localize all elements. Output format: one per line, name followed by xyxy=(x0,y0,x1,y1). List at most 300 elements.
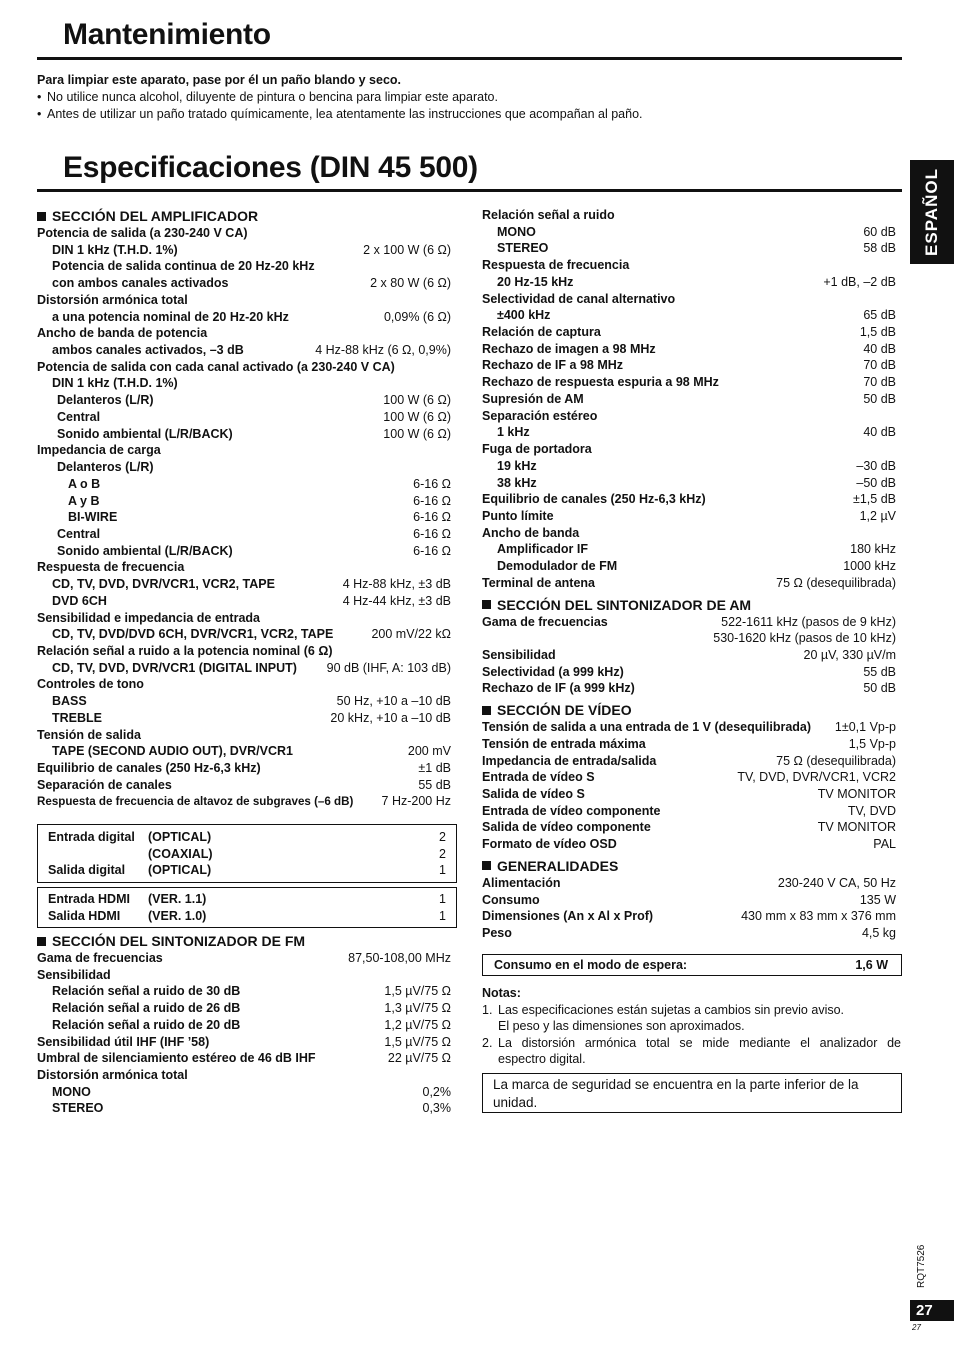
standby-value: 1,6 W xyxy=(855,958,888,972)
language-tab xyxy=(910,160,954,264)
notes-title: Notas: xyxy=(482,986,521,1000)
spec-value: 6-16 Ω xyxy=(413,526,451,541)
spec-row xyxy=(482,558,896,575)
section-title: SECCIÓN DEL SINTONIZADOR DE AM xyxy=(497,596,752,613)
spec-row xyxy=(37,950,451,967)
spec-label: Separación de canales xyxy=(37,777,172,792)
spec-label: Distorsión armónica total xyxy=(37,292,188,307)
standby-box xyxy=(482,954,902,976)
spec-label: Gama de frecuencias xyxy=(482,614,608,629)
spec-value: 100 W (6 Ω) xyxy=(383,393,451,408)
spec-row xyxy=(37,676,451,693)
spec-label: TREBLE xyxy=(52,710,102,725)
spec-label: con ambos canales activados xyxy=(52,276,229,291)
spec-value: 75 Ω (desequilibrada) xyxy=(776,753,896,768)
io-type: (OPTICAL) xyxy=(148,863,212,877)
spec-label: Terminal de antena xyxy=(482,575,595,590)
spec-value: 1,3 µV/75 Ω xyxy=(384,1001,451,1016)
spec-label: Sonido ambiental (L/R/BACK) xyxy=(57,426,233,441)
spec-label: Respuesta de frecuencia de altavoz de subgraves (–6 dB) xyxy=(37,795,354,809)
note-line: La distorsión armónica total se mide mediante el analizador de xyxy=(498,1035,901,1050)
spec-value: +1 dB, –2 dB xyxy=(823,274,896,289)
spec-value: TV MONITOR xyxy=(817,787,896,801)
spec-label: Rechazo de IF (a 999 kHz) xyxy=(482,681,635,696)
maintenance-section xyxy=(37,72,902,122)
spec-row xyxy=(482,357,896,374)
spec-value: 6-16 Ω xyxy=(413,493,451,508)
spec-label: Formato de vídeo OSD xyxy=(482,837,617,852)
spec-row xyxy=(482,307,896,324)
spec-label: Relación señal a ruido de 20 dB xyxy=(52,1017,241,1032)
spec-value: 1,5 dB xyxy=(859,325,896,340)
spec-value: 7 Hz-200 Hz xyxy=(381,794,451,809)
digital-io-box xyxy=(37,824,457,883)
square-bullet-icon xyxy=(482,861,491,870)
spec-label: Selectividad de canal alternativo xyxy=(482,291,676,306)
spec-label: Delanteros (L/R) xyxy=(57,393,154,408)
spec-row xyxy=(37,459,451,476)
spec-value: ±1 dB xyxy=(418,761,451,775)
spec-row xyxy=(37,593,451,610)
spec-row xyxy=(37,325,451,342)
io-type: (COAXIAL) xyxy=(148,846,213,861)
spec-row xyxy=(482,374,896,391)
spec-row xyxy=(37,258,451,275)
spec-value: 200 mV/22 kΩ xyxy=(371,627,451,642)
spec-value: TV, DVD, DVR/VCR1, VCR2 xyxy=(737,770,896,785)
spec-value: 4 Hz-44 kHz, ±3 dB xyxy=(342,593,451,608)
spec-row xyxy=(482,274,896,291)
spec-row xyxy=(482,291,896,308)
spec-row xyxy=(482,908,896,925)
spec-row xyxy=(37,610,451,627)
maintenance-title: Mantenimiento xyxy=(63,18,271,51)
spec-label: Sensibilidad e impedancia de entrada xyxy=(37,610,260,625)
spec-value: 20 kHz, +10 a –10 dB xyxy=(330,710,451,725)
spec-label: Salida de vídeo componente xyxy=(482,820,651,835)
io-count: 1 xyxy=(439,892,446,906)
square-bullet-icon xyxy=(37,212,46,221)
spec-label: Respuesta de frecuencia xyxy=(482,258,630,273)
spec-row xyxy=(482,753,896,770)
specs-title: Especificaciones (DIN 45 500) xyxy=(63,151,478,184)
spec-row xyxy=(482,324,896,341)
spec-row xyxy=(37,509,451,526)
spec-value: 135 W xyxy=(859,892,896,907)
io-type: (OPTICAL) xyxy=(148,830,212,844)
spec-label: Separación estéreo xyxy=(482,408,598,423)
spec-row xyxy=(37,342,451,359)
spec-row xyxy=(37,559,451,576)
spec-value: 70 dB xyxy=(863,358,896,373)
spec-row xyxy=(37,275,451,292)
spec-label: Relación señal a ruido de 30 dB xyxy=(52,984,241,999)
spec-row xyxy=(37,359,451,376)
io-count: 1 xyxy=(439,863,446,877)
spec-value: 0,3% xyxy=(422,1101,451,1116)
spec-label: 38 kHz xyxy=(497,475,537,490)
spec-value: TV MONITOR xyxy=(817,820,896,835)
note-item xyxy=(482,1002,901,1035)
io-label: Entrada digital xyxy=(48,830,135,844)
language-tab-label: ESPAÑOL xyxy=(922,168,941,256)
spec-label: Ancho de banda de potencia xyxy=(37,326,208,341)
spec-value: 58 dB xyxy=(863,241,896,256)
spec-value: 1±0,1 Vp-p xyxy=(834,720,896,735)
spec-label: Peso xyxy=(482,926,512,941)
spec-row xyxy=(482,925,896,942)
spec-label: Impedancia de entrada/salida xyxy=(482,753,657,768)
spec-label: Consumo xyxy=(482,892,540,907)
spec-row xyxy=(37,643,451,660)
spec-label: Distorsión armónica total xyxy=(37,1068,188,1083)
spec-label: Sensibilidad xyxy=(37,967,111,982)
square-bullet-icon xyxy=(482,600,491,609)
spec-value: 1,2 µV xyxy=(859,508,896,523)
spec-row xyxy=(37,493,451,510)
spec-row xyxy=(37,476,451,493)
io-row xyxy=(48,891,446,908)
spec-label: Dimensiones (An x Al x Prof) xyxy=(482,909,654,924)
maintenance-bullet: • Antes de utilizar un paño tratado químicamente, lea atentamente las instrucciones que acompañan al paño. xyxy=(37,106,902,123)
spec-value: 4,5 kg xyxy=(861,926,896,941)
spec-label: Entrada de vídeo S xyxy=(482,770,595,785)
spec-row xyxy=(482,719,896,736)
spec-label: Amplificador IF xyxy=(497,542,588,557)
left-spec-column xyxy=(37,207,451,810)
spec-label: Fuga de portadora xyxy=(482,442,592,457)
note-line: Las especificaciones están sujetas a cambios sin previo aviso. xyxy=(498,1002,845,1017)
spec-label: CD, TV, DVD, DVR/VCR1, VCR2, TAPE xyxy=(52,577,275,592)
note-item xyxy=(482,1035,901,1068)
io-count: 1 xyxy=(439,908,446,923)
spec-row xyxy=(482,441,896,458)
spec-label: Umbral de silenciamiento estéreo de 46 dB IHF xyxy=(37,1051,316,1066)
spec-row xyxy=(37,1050,451,1067)
spec-label: Supresión de AM xyxy=(482,391,584,406)
spec-label: Demodulador de FM xyxy=(497,559,618,574)
spec-label: Tensión de salida xyxy=(37,727,141,742)
fm-tuner-column xyxy=(37,932,451,1117)
document-code: RQT7526 xyxy=(916,1244,927,1288)
io-label: Salida digital xyxy=(48,863,126,877)
square-bullet-icon xyxy=(482,706,491,715)
page-number: 27 xyxy=(910,1300,954,1321)
spec-value: –50 dB xyxy=(856,475,896,490)
spec-value: 87,50-108,00 MHz xyxy=(348,951,451,965)
io-label: Salida HDMI xyxy=(48,908,121,923)
spec-row xyxy=(37,1034,451,1051)
io-type: (VER. 1.0) xyxy=(148,908,207,923)
spec-label: Rechazo de imagen a 98 MHz xyxy=(482,341,656,356)
spec-label: Alimentación xyxy=(482,875,561,890)
spec-row xyxy=(37,409,451,426)
spec-row xyxy=(37,309,451,326)
spec-label: 1 kHz xyxy=(497,425,530,440)
spec-value: 50 dB xyxy=(863,681,896,696)
spec-label: Punto límite xyxy=(482,508,554,523)
spec-row xyxy=(482,207,896,224)
spec-label: Selectividad (a 999 kHz) xyxy=(482,664,624,679)
spec-row xyxy=(37,225,451,242)
spec-value: 522-1611 kHz (pasos de 9 kHz) xyxy=(721,614,896,629)
spec-row xyxy=(37,426,451,443)
title-rule xyxy=(37,189,902,192)
standby-label: Consumo en el modo de espera: xyxy=(494,958,688,972)
spec-value: 55 dB xyxy=(863,664,896,679)
spec-label: Gama de frecuencias xyxy=(37,951,163,965)
spec-label: CD, TV, DVD/DVD 6CH, DVR/VCR1, VCR2, TAPE xyxy=(52,627,334,642)
spec-label: 20 Hz-15 kHz xyxy=(497,274,574,289)
spec-row xyxy=(482,508,896,525)
section-header xyxy=(482,701,896,719)
spec-value: 530-1620 kHz (pasos de 10 kHz) xyxy=(713,631,896,646)
spec-value: 22 µV/75 Ω xyxy=(387,1051,451,1066)
spec-value: 1,5 µV/75 Ω xyxy=(384,1034,451,1049)
spec-row xyxy=(37,292,451,309)
spec-row xyxy=(482,769,896,786)
spec-value: 2 x 100 W (6 Ω) xyxy=(363,242,451,257)
section-header xyxy=(482,596,896,614)
io-row xyxy=(48,846,446,863)
spec-row xyxy=(482,491,896,508)
spec-row xyxy=(482,475,896,492)
note-number: 2. xyxy=(482,1035,493,1050)
spec-value: 6-16 Ω xyxy=(413,476,451,491)
spec-row xyxy=(37,242,451,259)
spec-row xyxy=(482,408,896,425)
spec-value: 40 dB xyxy=(863,425,896,440)
spec-row xyxy=(482,630,896,647)
spec-row xyxy=(482,391,896,408)
section-header xyxy=(37,207,451,225)
maintenance-lead: Para limpiar este aparato, pase por él un paño blando y seco. xyxy=(37,73,402,87)
spec-label: Entrada de vídeo componente xyxy=(482,803,661,818)
spec-row xyxy=(37,543,451,560)
spec-value: 4 Hz-88 kHz, ±3 dB xyxy=(342,577,451,592)
spec-row xyxy=(482,341,896,358)
spec-row xyxy=(37,743,451,760)
right-spec-column xyxy=(482,207,896,942)
spec-value: 75 Ω (desequilibrada) xyxy=(776,575,896,590)
spec-label: a una potencia nominal de 20 Hz-20 kHz xyxy=(52,309,289,324)
spec-row xyxy=(37,760,451,777)
spec-row xyxy=(37,983,451,1000)
section-title: SECCIÓN DE VÍDEO xyxy=(497,702,632,719)
spec-value: 1,5 Vp-p xyxy=(848,736,896,751)
spec-label: Ancho de banda xyxy=(482,525,580,540)
spec-label: TAPE (SECOND AUDIO OUT), DVR/VCR1 xyxy=(52,744,293,759)
spec-value: 430 mm x 83 mm x 376 mm xyxy=(741,909,896,924)
spec-row xyxy=(482,836,896,853)
spec-row xyxy=(37,777,451,794)
spec-label: Salida de vídeo S xyxy=(482,787,585,801)
square-bullet-icon xyxy=(37,937,46,946)
spec-row xyxy=(37,1100,451,1117)
spec-row xyxy=(482,614,896,631)
spec-value: 100 W (6 Ω) xyxy=(383,409,451,424)
spec-value: 100 W (6 Ω) xyxy=(383,426,451,441)
spec-label: Central xyxy=(57,526,101,541)
spec-value: 0,09% (6 Ω) xyxy=(383,309,451,324)
spec-row xyxy=(482,525,896,542)
spec-label: Sensibilidad útil IHF (IHF ’58) xyxy=(37,1034,210,1049)
spec-label: 19 kHz xyxy=(497,458,537,473)
spec-value: 180 kHz xyxy=(850,542,896,557)
title-rule xyxy=(37,57,902,60)
spec-label: Rechazo de IF a 98 MHz xyxy=(482,358,624,373)
spec-row xyxy=(37,1067,451,1084)
safety-box xyxy=(482,1073,902,1113)
spec-label: DIN 1 kHz (T.H.D. 1%) xyxy=(52,376,178,391)
spec-row xyxy=(37,660,451,677)
spec-row xyxy=(482,257,896,274)
spec-label: Delanteros (L/R) xyxy=(57,460,154,475)
spec-label: ambos canales activados, –3 dB xyxy=(52,343,244,358)
section-header xyxy=(482,857,896,875)
spec-label: Relación de captura xyxy=(482,325,601,340)
spec-label: Controles de tono xyxy=(37,677,144,692)
spec-row xyxy=(37,576,451,593)
spec-label: DVD 6CH xyxy=(52,593,107,608)
spec-label: STEREO xyxy=(497,241,549,256)
io-label: Entrada HDMI xyxy=(48,892,130,906)
spec-label: DIN 1 kHz (T.H.D. 1%) xyxy=(52,242,178,257)
hdmi-box xyxy=(37,887,457,928)
note-line: espectro digital. xyxy=(498,1052,586,1066)
spec-label: CD, TV, DVD, DVR/VCR1 (DIGITAL INPUT) xyxy=(52,660,297,675)
spec-row xyxy=(37,967,451,984)
spec-label: A o B xyxy=(68,476,101,491)
spec-label: Equilibrio de canales (250 Hz-6,3 kHz) xyxy=(482,492,706,507)
spec-value: TV, DVD xyxy=(847,803,896,818)
spec-row xyxy=(37,526,451,543)
safety-text: La marca de seguridad se encuentra en la parte inferior de la unidad. xyxy=(493,1077,859,1110)
note-line: El peso y las dimensiones son aproximados. xyxy=(498,1019,745,1033)
spec-value: 6-16 Ω xyxy=(413,543,451,558)
spec-label: Respuesta de frecuencia xyxy=(37,560,185,575)
spec-row xyxy=(37,727,451,744)
spec-row xyxy=(37,1000,451,1017)
spec-label: MONO xyxy=(497,224,536,239)
spec-label: BASS xyxy=(52,694,87,709)
io-count: 2 xyxy=(439,830,446,844)
spec-row xyxy=(482,458,896,475)
spec-value: 50 dB xyxy=(863,391,896,406)
spec-row xyxy=(482,736,896,753)
io-row xyxy=(48,829,446,846)
spec-label: STEREO xyxy=(52,1101,104,1116)
spec-label: Equilibrio de canales (250 Hz-6,3 kHz) xyxy=(37,761,261,775)
spec-row xyxy=(482,819,896,836)
io-row xyxy=(48,862,446,879)
spec-value: 2 x 80 W (6 Ω) xyxy=(370,276,451,291)
section-title: SECCIÓN DEL SINTONIZADOR DE FM xyxy=(52,933,306,949)
spec-value: PAL xyxy=(873,837,896,852)
spec-label: Central xyxy=(57,409,101,424)
spec-row xyxy=(482,680,896,697)
spec-row xyxy=(37,1084,451,1101)
io-count: 2 xyxy=(439,846,446,861)
spec-value: 20 µV, 330 µV/m xyxy=(803,647,896,662)
spec-row xyxy=(482,664,896,681)
spec-label: ±400 kHz xyxy=(497,308,551,323)
spec-value: 4 Hz-88 kHz (6 Ω, 0,9%) xyxy=(315,343,451,358)
spec-label: BI-WIRE xyxy=(68,510,118,525)
spec-row xyxy=(37,793,451,810)
spec-value: 90 dB (IHF, A: 103 dB) xyxy=(326,660,451,675)
spec-label: Relación señal a ruido xyxy=(482,208,615,222)
section-title: SECCIÓN DEL AMPLIFICADOR xyxy=(52,208,259,224)
spec-value: 70 dB xyxy=(863,375,896,390)
spec-row xyxy=(37,710,451,727)
maintenance-bullet: • No utilice nunca alcohol, diluyente de pintura o bencina para limpiar este aparato. xyxy=(37,89,902,106)
spec-label: Tensión de salida a una entrada de 1 V (desequilibrada) xyxy=(482,720,812,735)
notes xyxy=(482,985,901,1068)
spec-row xyxy=(37,375,451,392)
spec-value: 1,5 µV/75 Ω xyxy=(384,984,451,999)
spec-value: –30 dB xyxy=(856,458,896,473)
spec-label: Rechazo de respuesta espuria a 98 MHz xyxy=(482,375,719,390)
section-header xyxy=(37,932,451,950)
spec-row xyxy=(37,1017,451,1034)
spec-row xyxy=(482,424,896,441)
spec-label: Sonido ambiental (L/R/BACK) xyxy=(57,543,233,558)
spec-value: 60 dB xyxy=(863,224,896,239)
spec-row xyxy=(37,442,451,459)
spec-value: 50 Hz, +10 a –10 dB xyxy=(336,694,451,709)
note-number: 1. xyxy=(482,1002,493,1017)
spec-label: Relación señal a ruido de 26 dB xyxy=(52,1001,241,1016)
spec-row xyxy=(482,875,896,892)
spec-row xyxy=(482,224,896,241)
spec-value: 65 dB xyxy=(863,308,896,323)
io-row xyxy=(48,908,446,925)
spec-row xyxy=(482,647,896,664)
spec-row xyxy=(482,803,896,820)
spec-label: Tensión de entrada máxima xyxy=(482,736,646,751)
spec-label: Impedancia de carga xyxy=(37,443,161,458)
spec-row xyxy=(482,575,896,592)
spec-value: 1000 kHz xyxy=(843,559,896,574)
spec-row xyxy=(37,626,451,643)
spec-label: MONO xyxy=(52,1084,91,1099)
spec-value: 6-16 Ω xyxy=(413,510,451,525)
spec-value: 230-240 V CA, 50 Hz xyxy=(777,875,896,890)
spec-label: Relación señal a ruido a la potencia nominal (6 Ω) xyxy=(37,643,333,658)
spec-label: Potencia de salida (a 230-240 V CA) xyxy=(37,226,248,240)
small-page-number: 27 xyxy=(912,1323,921,1332)
spec-label: A y B xyxy=(68,493,100,508)
spec-row xyxy=(37,392,451,409)
io-type: (VER. 1.1) xyxy=(148,892,207,906)
spec-row xyxy=(482,541,896,558)
spec-row xyxy=(482,786,896,803)
spec-label: Potencia de salida con cada canal activado (a 230-240 V CA) xyxy=(37,359,395,374)
section-title: GENERALIDADES xyxy=(497,857,619,874)
spec-value: 40 dB xyxy=(863,341,896,356)
spec-label: Sensibilidad xyxy=(482,647,556,662)
spec-value: 200 mV xyxy=(407,744,451,759)
spec-row xyxy=(482,240,896,257)
spec-row xyxy=(482,892,896,909)
spec-row xyxy=(37,693,451,710)
spec-value: 0,2% xyxy=(422,1084,451,1099)
spec-value: ±1,5 dB xyxy=(853,492,896,507)
spec-value: 55 dB xyxy=(418,777,451,792)
spec-value: 1,2 µV/75 Ω xyxy=(384,1017,451,1032)
spec-label: Potencia de salida continua de 20 Hz-20 kHz xyxy=(52,259,315,274)
